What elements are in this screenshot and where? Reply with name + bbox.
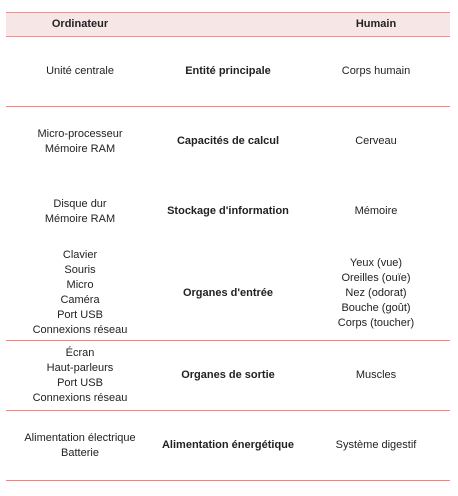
computer-cell-line: Port USB — [57, 376, 103, 389]
computer-cell — [6, 247, 154, 341]
category-cell: Capacités de calcul — [176, 135, 280, 148]
table-header-row — [6, 13, 450, 37]
category-cell: Organes de sortie — [154, 341, 302, 411]
computer-cell-line: Connexions réseau — [32, 391, 128, 404]
category-cell: Alimentation énergétique — [154, 411, 302, 481]
computer-cell — [6, 37, 154, 107]
computer-cell-line: Haut-parleurs — [46, 361, 114, 374]
computer-cell-line: Batterie — [61, 446, 99, 459]
human-cell-line: Corps (toucher) — [337, 316, 415, 329]
human-cell — [302, 107, 450, 177]
computer-cell — [6, 411, 154, 481]
human-cell-line: Nez (odorat) — [345, 286, 407, 299]
computer-cell-line: Micro-processeur — [37, 127, 123, 140]
human-cell-line: Bouche (goût) — [341, 301, 411, 314]
category-cell: Stockage d'information — [167, 205, 289, 217]
human-cell — [302, 411, 450, 481]
human-cell — [302, 247, 450, 341]
computer-cell-line: Souris — [64, 264, 96, 277]
computer-cell-line: Micro — [66, 279, 94, 292]
computer-cell-line: Port USB — [57, 309, 103, 322]
comparison-table — [6, 12, 450, 481]
computer-cell-line: Clavier — [62, 249, 98, 262]
human-cell-line: Système digestif — [335, 439, 417, 451]
table-row — [6, 341, 450, 411]
computer-cell-line: Connexions réseau — [32, 324, 128, 337]
human-cell-line: Muscles — [355, 369, 397, 381]
human-cell — [302, 341, 450, 411]
table-row — [6, 411, 450, 481]
table-row — [6, 247, 450, 341]
human-cell — [302, 177, 450, 247]
computer-cell-line: Écran — [65, 346, 95, 359]
table-row — [6, 107, 450, 177]
computer-cell-line: Caméra — [60, 294, 100, 307]
header-computer: Ordinateur — [6, 13, 154, 37]
human-cell-line: Oreilles (ouïe) — [341, 271, 411, 284]
table-row — [6, 177, 450, 247]
computer-cell-line: Disque dur — [53, 197, 107, 210]
table-row — [6, 37, 450, 107]
human-cell — [302, 37, 450, 107]
computer-cell-line: Mémoire RAM — [44, 212, 116, 225]
header-human: Humain — [302, 13, 450, 37]
human-cell-line: Yeux (vue) — [349, 256, 403, 269]
computer-cell-line: Mémoire RAM — [44, 142, 116, 155]
computer-cell-line: Unité centrale — [46, 65, 114, 77]
computer-cell-line: Alimentation électrique — [24, 431, 136, 444]
human-cell-line: Corps humain — [341, 65, 411, 77]
header-category — [154, 13, 302, 37]
computer-cell — [6, 177, 154, 247]
human-cell-line: Cerveau — [355, 135, 397, 148]
category-cell: Entité principale — [154, 37, 302, 107]
computer-cell — [6, 341, 154, 411]
category-cell: Organes d'entrée — [154, 247, 302, 341]
computer-cell — [6, 107, 154, 177]
human-cell-line: Mémoire — [354, 205, 398, 217]
